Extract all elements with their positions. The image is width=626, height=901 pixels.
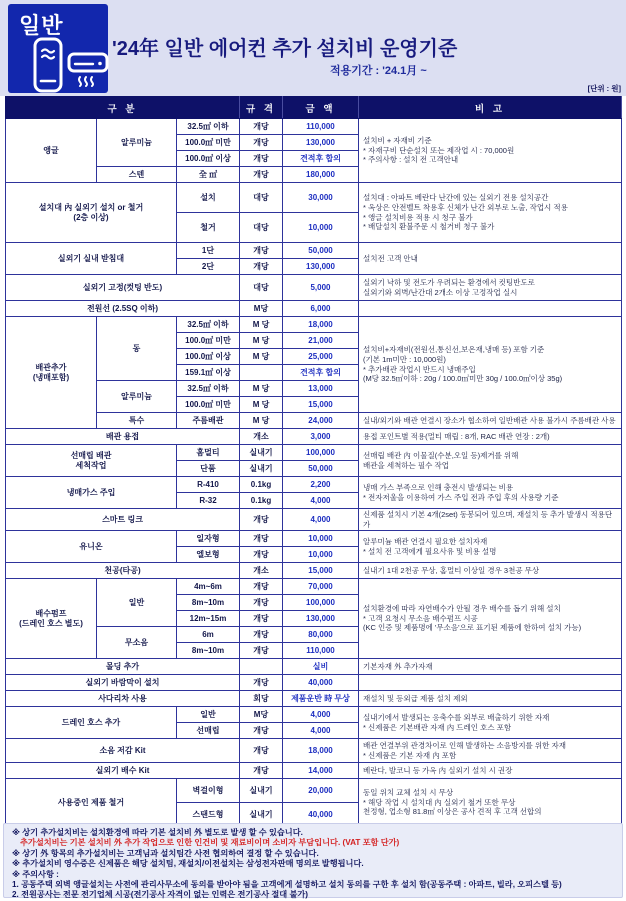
- note-line: 배관을 세척하는 필수 작업: [363, 460, 449, 470]
- note-line: * 고객 요청시 무소음 배수펌프 시공: [363, 613, 478, 623]
- footer-note-line: ※ 추가설치비 영수증은 신제품은 해당 설치팀, 재설치/이전설치는 삼성전자판매 명의로 발행됩니다.: [12, 859, 364, 869]
- unit-cell: 개당: [240, 243, 283, 259]
- unit-cell: 0.1kg: [240, 493, 283, 509]
- table-row: [6, 675, 622, 691]
- unit-cell: 개당: [240, 547, 283, 563]
- table-row: [6, 301, 622, 317]
- general-type-badge: [8, 4, 108, 93]
- note-cell: [359, 675, 622, 691]
- group-cell: 동: [97, 317, 177, 381]
- unit-cell: 개당: [240, 739, 283, 763]
- note-cell: [359, 707, 622, 739]
- unit-cell: 개당: [240, 259, 283, 275]
- size-cell: 설치: [177, 183, 240, 213]
- footer-note-line: ※ 상기 外 항목의 추가설치비는 고객님과 설치팀간 사전 협의하여 결정 할 수 있습니다.: [12, 848, 319, 858]
- category-cell: 스마트 링크: [6, 509, 240, 531]
- size-cell: 100.0㎡ 미만: [177, 397, 240, 413]
- note-cell: [359, 531, 622, 563]
- note-line: 설치대 : 아파트 베란다 난간에 있는 실외기 전용 설치공간: [363, 193, 549, 203]
- note-line: (M당 32.5㎡이하 : 20g / 100.0㎡미만 30g / 100.0㎡이상 35g): [363, 374, 563, 384]
- table-row: [6, 183, 622, 213]
- unit-cell: M당: [240, 301, 283, 317]
- size-cell: 단품: [177, 461, 240, 477]
- note-line: * 설치 전 고객에게 필요사유 및 비용 설명: [363, 546, 497, 556]
- footer-notes: [3, 823, 623, 898]
- unit-cell: 실내기: [240, 445, 283, 461]
- price-cell: 110,000: [283, 643, 359, 659]
- table-row: [6, 429, 622, 445]
- table-row: [6, 579, 622, 595]
- category-sublabel: (드레인 호스 별도): [19, 618, 83, 628]
- unit-cell: 대당: [240, 213, 283, 243]
- table-row: [6, 509, 622, 531]
- price-cell: 18,000: [283, 739, 359, 763]
- price-cell: 110,000: [283, 119, 359, 135]
- note-line: 선매립 배관 內 이물질(수분,오일 등)제거를 위해: [363, 450, 519, 460]
- category-cell: 실외기 배수 Kit: [6, 763, 240, 779]
- unit-cell: [240, 365, 283, 381]
- note-cell: [359, 317, 622, 413]
- size-cell: 벽걸이형: [177, 779, 240, 803]
- note-cell: [359, 779, 622, 827]
- footer-note-line: ※ 주의사항 :: [12, 869, 59, 879]
- unit-cell: 개당: [240, 763, 283, 779]
- note-line: 냉매 가스 부족으로 인해 충전시 발생되는 비용: [363, 482, 514, 492]
- category-cell: 천공(타공): [6, 563, 240, 579]
- size-cell: 선매립: [177, 723, 240, 739]
- size-cell: 1단: [177, 243, 240, 259]
- note-cell: [359, 119, 622, 183]
- note-cell: [359, 183, 622, 243]
- unit-cell: 개당: [240, 675, 283, 691]
- note-line: * 앵글 설치비용 적용 시 청구 불가: [363, 212, 473, 222]
- note-line: 실외기 낙하 및 전도가 우려되는 환경에서 컷팅반도로: [363, 277, 535, 287]
- price-cell: 30,000: [283, 183, 359, 213]
- table-row: [6, 739, 622, 763]
- size-cell: 6m: [177, 627, 240, 643]
- size-cell: 엘보형: [177, 547, 240, 563]
- price-cell: 4,000: [283, 493, 359, 509]
- size-cell: 4m~6m: [177, 579, 240, 595]
- size-cell: 12m~15m: [177, 611, 240, 627]
- size-cell: 홈멀티: [177, 445, 240, 461]
- size-cell: 32.5㎡ 이하: [177, 381, 240, 397]
- unit-cell: [240, 659, 283, 675]
- note-line: * 신제품은 기본배관 자재 內 드레인 호스 포함: [363, 722, 512, 732]
- unit-cell: 개소: [240, 563, 283, 579]
- note-cell: [359, 739, 622, 763]
- table-row: [6, 659, 622, 675]
- table-row: [6, 691, 622, 707]
- note-line: * 주의사항 : 설치 전 고객안내: [363, 155, 459, 165]
- category-cell: [6, 445, 177, 477]
- note-cell: 실내기 1대 2천공 무상, 홈멀티 이상일 경우 3천공 무상: [359, 563, 622, 579]
- stand-ac-icon: [33, 37, 63, 98]
- unit-cell: 개당: [240, 119, 283, 135]
- note-line: 동일 위치 교체 설치 시 무상: [363, 788, 454, 798]
- unit-cell: 실내기: [240, 803, 283, 827]
- unit-cell: 실내기: [240, 779, 283, 803]
- col-header-note: 비 고: [359, 97, 622, 119]
- price-cell: 70,000: [283, 579, 359, 595]
- unit-cell: 0.1kg: [240, 477, 283, 493]
- size-cell: 8m~10m: [177, 643, 240, 659]
- note-line: * 신제품은 기본 자재 內 포함: [363, 750, 457, 760]
- note-cell: 실내/외기와 배관 연결시 장소가 협소하여 일반배관 사용 불가시 주름배관 사용: [359, 413, 622, 429]
- table-row: [6, 779, 622, 803]
- unit-cell: 개당: [240, 611, 283, 627]
- size-cell: 100.0㎡ 미만: [177, 135, 240, 151]
- note-line: 설치환경에 따라 자연배수가 안될 경우 배수를 돕기 위해 설치: [363, 604, 561, 614]
- note-line: * 배달설치 환불주문 시 철거비 청구 불가: [363, 222, 495, 232]
- price-cell: 100,000: [283, 445, 359, 461]
- note-cell: [359, 579, 622, 659]
- unit-cell: M당: [240, 707, 283, 723]
- page-title: '24年 일반 에어컨 추가 설치비 운영기준: [112, 38, 458, 60]
- price-cell: 180,000: [283, 167, 359, 183]
- unit-cell: M 당: [240, 349, 283, 365]
- badge-label: 일반: [19, 13, 64, 38]
- note-line: * 자재구비 단순설치 또는 제작업 시 : 70,000원: [363, 145, 515, 155]
- group-cell: 스텐: [97, 167, 177, 183]
- size-cell: R-410: [177, 477, 240, 493]
- table-row: [6, 119, 622, 135]
- price-cell: 4,000: [283, 509, 359, 531]
- category-sublabel: 세척작업: [75, 460, 107, 470]
- category-cell: 실외기 바람막이 설치: [6, 675, 240, 691]
- unit-cell: 개당: [240, 167, 283, 183]
- currency-unit-note: [단위 : 원]: [587, 84, 621, 93]
- header-band: [0, 0, 626, 96]
- size-cell: 일반: [177, 707, 240, 723]
- price-cell: 2,200: [283, 477, 359, 493]
- category-cell: 실외기 실내 받침대: [6, 243, 177, 275]
- category-cell: 전원선 (2.5SQ 이하): [6, 301, 240, 317]
- price-cell: 제품운반 時 무상: [283, 691, 359, 707]
- price-cell: 50,000: [283, 461, 359, 477]
- unit-cell: 개당: [240, 135, 283, 151]
- price-cell: 80,000: [283, 627, 359, 643]
- unit-cell: M 당: [240, 381, 283, 397]
- unit-cell: 실내기: [240, 461, 283, 477]
- note-line: 실외기와 외벽/난간대 2개소 이상 고정작업 실시: [363, 287, 518, 297]
- size-cell: 32.5㎡ 이하: [177, 119, 240, 135]
- price-cell: 실비: [283, 659, 359, 675]
- size-cell: 100.0㎡ 미만: [177, 333, 240, 349]
- category-sublabel: (2층 이상): [73, 212, 109, 222]
- note-line: 실내기에서 발생되는 응축수를 외부로 배출하기 위한 자재: [363, 713, 550, 723]
- size-cell: 2단: [177, 259, 240, 275]
- price-cell: 13,000: [283, 381, 359, 397]
- price-cell: 100,000: [283, 595, 359, 611]
- table-row: [6, 243, 622, 259]
- table-row: [6, 707, 622, 723]
- note-line: 설치비 + 자재비 기준: [363, 136, 432, 146]
- unit-cell: 개소: [240, 429, 283, 445]
- col-header-category: 구 분: [6, 97, 240, 119]
- unit-cell: 개당: [240, 723, 283, 739]
- unit-cell: 개당: [240, 595, 283, 611]
- price-cell: 10,000: [283, 547, 359, 563]
- category-cell: [6, 317, 97, 429]
- category-label: 선매립 배관: [70, 450, 112, 460]
- price-cell: 4,000: [283, 723, 359, 739]
- unit-cell: 개당: [240, 151, 283, 167]
- note-cell: [359, 301, 622, 317]
- note-line: 배관 연결부위 관경차이로 인해 발생하는 소음방지를 위한 자재: [363, 741, 566, 751]
- table-row: [6, 563, 622, 579]
- category-cell: 냉매가스 주입: [6, 477, 177, 509]
- group-cell: 무소음: [97, 627, 177, 659]
- note-cell: 기본자재 外 추가자재: [359, 659, 622, 675]
- category-cell: 실외기 고정(컷팅 반도): [6, 275, 240, 301]
- note-line: * 추가배관 작업시 반드시 냉매주입: [363, 364, 476, 374]
- category-cell: 앵글: [6, 119, 97, 183]
- unit-cell: 대당: [240, 183, 283, 213]
- price-cell: 40,000: [283, 675, 359, 691]
- price-cell: 130,000: [283, 135, 359, 151]
- size-cell: 全 ㎡: [177, 167, 240, 183]
- size-cell: 32.5㎡ 이하: [177, 317, 240, 333]
- note-line: 알루미늄 배관 연결시 필요한 설치자재: [363, 537, 488, 547]
- unit-cell: M 당: [240, 397, 283, 413]
- col-header-spec: 규 격: [240, 97, 283, 119]
- table-header-row: [6, 97, 622, 119]
- unit-cell: M 당: [240, 333, 283, 349]
- price-cell: 3,000: [283, 429, 359, 445]
- group-cell: 일반: [97, 579, 177, 627]
- note-cell: 신제품 설치시 기본 4개(2set) 동봉되어 있으며, 재설치 등 추가 발생시 적용단가: [359, 509, 622, 531]
- fee-table: [5, 96, 622, 827]
- category-cell: 몰딩 추가: [6, 659, 240, 675]
- price-cell: 25,000: [283, 349, 359, 365]
- category-label: 설치대 內 실외기 설치 or 철거: [38, 202, 144, 212]
- note-cell: 베란다, 발코니 등 가옥 內 실외기 설치 시 권장: [359, 763, 622, 779]
- unit-cell: 대당: [240, 275, 283, 301]
- table-row: [6, 531, 622, 547]
- size-cell: 159.1㎡ 이상: [177, 365, 240, 381]
- footer-note-line: 1. 공동주택 외벽 앵글설치는 사전에 관리사무소에 동의를 받아야 됨을 고객에게 설명하고 설치 동의를 구한 후 설치 함(공동주택 : 아파트, 빌라, 오피스텔 등): [12, 880, 562, 890]
- size-cell: 스탠드형: [177, 803, 240, 827]
- note-cell: [359, 477, 622, 509]
- price-cell: 18,000: [283, 317, 359, 333]
- category-cell: 유니온: [6, 531, 177, 563]
- wall-ac-icon: [67, 51, 109, 92]
- table-row: [6, 275, 622, 301]
- price-cell: 견적후 합의: [283, 151, 359, 167]
- category-cell: 사다리차 사용: [6, 691, 240, 707]
- price-cell: 24,000: [283, 413, 359, 429]
- price-cell: 15,000: [283, 563, 359, 579]
- category-sublabel: (냉매포함): [32, 372, 70, 382]
- footer-note-line: 2. 전원공사는 전문 전기업체 시공(전기공사 자격이 없는 인력은 전기공사 절대 불가): [12, 890, 309, 900]
- size-cell: 주름배관: [177, 413, 240, 429]
- group-cell: 특수: [97, 413, 177, 429]
- unit-cell: 개당: [240, 509, 283, 531]
- category-label: 배수펌프: [35, 609, 67, 619]
- size-cell: R-32: [177, 493, 240, 509]
- price-cell: 20,000: [283, 779, 359, 803]
- unit-cell: 개당: [240, 643, 283, 659]
- category-label: 배관추가: [35, 362, 67, 372]
- size-cell: 100.0㎡ 이상: [177, 151, 240, 167]
- price-cell: 50,000: [283, 243, 359, 259]
- note-cell: [359, 445, 622, 477]
- note-cell: 설치전 고객 안내: [359, 243, 622, 275]
- price-cell: 견적후 합의: [283, 365, 359, 381]
- col-header-amount: 금 액: [283, 97, 359, 119]
- note-line: (KC 인증 및 제품명에 '무소음'으로 표기된 제품에 한하여 설치 가능): [363, 623, 582, 633]
- note-line: * 해당 작업 시 설치대 內 실외기 철거 또한 무상: [363, 797, 516, 807]
- unit-cell: 개당: [240, 579, 283, 595]
- category-cell: [6, 183, 177, 243]
- table-row: [6, 763, 622, 779]
- note-line: 천정형, 업소형 81.8㎡ 이상은 공사 견적 후 고객 선합의: [363, 807, 542, 817]
- note-cell: [359, 275, 622, 301]
- unit-cell: 개당: [240, 531, 283, 547]
- price-cell: 15,000: [283, 397, 359, 413]
- category-cell: 사용중인 제품 철거: [6, 779, 177, 827]
- footer-note-line-warning: 추가설치비는 기본 설치비 外 추가 작업으로 인한 인건비 및 재료비이며 소비자 부담입니다. (VAT 포함 단가): [20, 838, 400, 848]
- size-cell: 8m~10m: [177, 595, 240, 611]
- category-cell: 소음 저감 Kit: [6, 739, 240, 763]
- unit-cell: 개당: [240, 627, 283, 643]
- size-cell: 100.0㎡ 이상: [177, 349, 240, 365]
- price-cell: 21,000: [283, 333, 359, 349]
- price-cell: 14,000: [283, 763, 359, 779]
- price-cell: 10,000: [283, 531, 359, 547]
- table-row: [6, 413, 622, 429]
- price-cell: 6,000: [283, 301, 359, 317]
- application-period: 적용기간 : '24.1月 ~: [330, 65, 427, 77]
- table-row: [6, 317, 622, 333]
- price-cell: 130,000: [283, 259, 359, 275]
- group-cell: 알루미늄: [97, 381, 177, 413]
- unit-cell: M 당: [240, 317, 283, 333]
- footer-note-line: ※ 상기 추가설치비는 설치환경에 따라 기본 설치비 外 별도로 발생 할 수 있습니다.: [12, 828, 303, 837]
- price-cell: 5,000: [283, 275, 359, 301]
- note-cell: 재설치 및 등외급 제품 설치 제외: [359, 691, 622, 707]
- category-cell: [6, 579, 97, 659]
- note-line: 설치비+자재비(전원선,통신선,보온재,냉매 등) 포함 기준: [363, 345, 545, 355]
- unit-cell: 회당: [240, 691, 283, 707]
- group-cell: 알루미늄: [97, 119, 177, 167]
- unit-cell: M 당: [240, 413, 283, 429]
- category-cell: 배관 용접: [6, 429, 240, 445]
- table-row: [6, 477, 622, 493]
- table-row: [6, 445, 622, 461]
- price-cell: 40,000: [283, 803, 359, 827]
- price-cell: 10,000: [283, 213, 359, 243]
- note-cell: 용접 포인트별 적용(멀티 매립 : 8개, RAC 배관 연장 : 2개): [359, 429, 622, 445]
- note-line: * 옥상은 안전벨트 착용후 신체가 난간 외부로 노출, 작업시 적용: [363, 202, 568, 212]
- note-line: * 전자저울을 이용하여 가스 주입 전과 주입 후의 사용량 기준: [363, 492, 559, 502]
- price-cell: 4,000: [283, 707, 359, 723]
- size-cell: 철거: [177, 213, 240, 243]
- price-cell: 130,000: [283, 611, 359, 627]
- size-cell: 일자형: [177, 531, 240, 547]
- note-line: (기본 1m미만 : 10,000원): [363, 354, 446, 364]
- category-cell: 드레인 호스 추가: [6, 707, 177, 739]
